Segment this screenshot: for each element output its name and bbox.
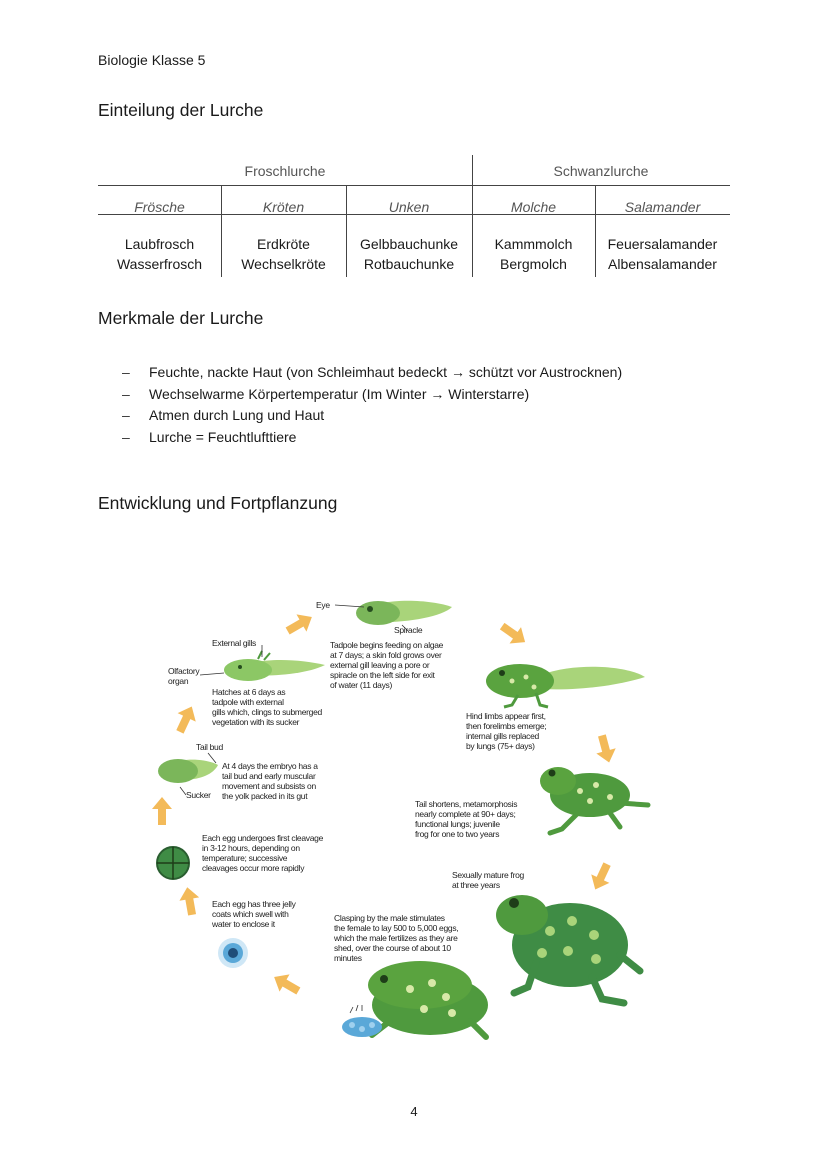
animal-cell bbox=[346, 234, 472, 274]
species-unken: Unken bbox=[388, 199, 430, 215]
cycle-arrow-icon bbox=[496, 618, 530, 650]
embryo-tailbud-icon bbox=[158, 753, 218, 795]
tail-bud-label: Tail bud bbox=[196, 742, 223, 752]
adult-frog-icon bbox=[496, 895, 640, 1003]
caption-tail-shortens: Tail shortens, metamorphosis nearly complete at 90+ days; functional lungs; juvenile frog for one to two years bbox=[415, 799, 518, 839]
animal-name: Albensalamander bbox=[608, 256, 717, 272]
animal-name: Bergmolch bbox=[500, 256, 567, 272]
jelly-egg-icon bbox=[218, 938, 248, 968]
animal-name: Wechselkröte bbox=[241, 256, 326, 272]
bullet-dash: – bbox=[122, 364, 130, 380]
classification-table bbox=[98, 155, 730, 277]
external-gills-label: External gills bbox=[212, 638, 256, 648]
caption-tadpole-feeding: Tadpole begins feeding on algae at 7 days; a skin fold grows over external gill leaving a pore or spiracle on the left side for exit of water (11 days) bbox=[330, 640, 444, 690]
heading-entwicklung: Entwicklung und Fortpflanzung bbox=[98, 493, 338, 513]
spiracle-label: Spiracle bbox=[394, 625, 423, 635]
feature-text: Lurche = Feuchtlufttiere bbox=[149, 428, 297, 445]
cycle-arrow-icon bbox=[171, 702, 201, 736]
cycle-arrow-icon bbox=[283, 608, 317, 639]
list-item bbox=[122, 407, 622, 429]
froglet-icon bbox=[540, 767, 648, 833]
olfactory-organ-label: Olfactory organ bbox=[168, 666, 200, 686]
group-schwanzlurche: Schwanzlurche bbox=[553, 163, 649, 179]
caption-tail-bud: At 4 days the embryo has a tail bud and early muscular movement and subsists on the yolk packed in its gut bbox=[222, 761, 318, 801]
cycle-arrow-icon bbox=[586, 860, 616, 894]
species-kroeten: Kröten bbox=[262, 199, 305, 215]
feature-text: Feuchte, nackte Haut (von Schleimhaut bedeckt → schützt vor Austrocknen) bbox=[149, 364, 623, 380]
animal-name: Gelbbauchunke bbox=[359, 236, 459, 252]
caption-hatch: Hatches at 6 days as tadpole with external gills which, clings to submerged vegetation with its sucker bbox=[212, 687, 322, 727]
species-molche: Molche bbox=[510, 199, 557, 215]
animal-cell bbox=[98, 234, 221, 274]
animal-name: Erdkröte bbox=[257, 236, 310, 252]
cycle-arrow-icon bbox=[269, 968, 303, 999]
list-item bbox=[122, 386, 622, 408]
group-froschlurche: Froschlurche bbox=[244, 163, 326, 179]
page-header: Biologie Klasse 5 bbox=[98, 52, 206, 68]
bullet-dash: – bbox=[122, 407, 130, 423]
features-list bbox=[122, 364, 622, 450]
cycle-arrow-icon bbox=[177, 886, 202, 917]
bullet-dash: – bbox=[122, 428, 130, 445]
horizontal-rule-groups bbox=[98, 185, 730, 186]
sucker-label: Sucker bbox=[186, 790, 211, 800]
feature-text: Wechselwarme Körpertemperatur (Im Winter → Winterstarre) bbox=[149, 385, 530, 402]
animal-name: Wasserfrosch bbox=[116, 256, 203, 272]
cleaving-egg-icon bbox=[157, 847, 189, 879]
tadpole-hindlimbs-icon bbox=[486, 664, 645, 707]
animal-name: Kammmolch bbox=[494, 236, 573, 252]
animal-name: Rotbauchunke bbox=[363, 256, 455, 272]
caption-clasping: Clasping by the male stimulates the female to lay 500 to 5,000 eggs, which the male fertilizes as they are shed, over the course of about 10 minutes bbox=[334, 913, 459, 963]
animal-name: Laubfrosch bbox=[124, 236, 195, 252]
animal-cell bbox=[472, 234, 595, 274]
caption-jelly: Each egg has three jelly coats which swell with water to enclose it bbox=[212, 899, 296, 929]
bullet-dash: – bbox=[122, 385, 130, 402]
list-item bbox=[122, 364, 622, 386]
cycle-arrow-icon bbox=[152, 797, 172, 825]
species-salamander: Salamander bbox=[624, 199, 701, 215]
cycle-arrow-icon bbox=[592, 733, 619, 765]
feature-text: Atmen durch Lung und Haut bbox=[149, 407, 325, 423]
species-froesche: Frösche bbox=[134, 199, 185, 215]
mating-frogs-icon bbox=[368, 961, 488, 1037]
animal-cell bbox=[595, 234, 730, 274]
hatchling-icon bbox=[200, 645, 325, 681]
caption-cleavage: Each egg undergoes first cleavage in 3-12 hours, depending on temperature; successive cleavages occur more rapidly bbox=[202, 833, 323, 873]
animal-cell bbox=[221, 234, 346, 274]
page-number: 4 bbox=[410, 1104, 418, 1119]
caption-hind-limbs: Hind limbs appear first, then forelimbs emerge; internal gills replaced by lungs (75+ days) bbox=[466, 711, 547, 751]
heading-einteilung: Einteilung der Lurche bbox=[98, 100, 264, 120]
animal-name: Feuersalamander bbox=[607, 236, 718, 252]
eye-label: Eye bbox=[316, 600, 330, 610]
heading-merkmale: Merkmale der Lurche bbox=[98, 308, 264, 328]
list-item bbox=[122, 429, 622, 451]
frog-lifecycle-diagram bbox=[140, 585, 660, 1055]
caption-mature: Sexually mature frog at three years bbox=[452, 870, 524, 890]
